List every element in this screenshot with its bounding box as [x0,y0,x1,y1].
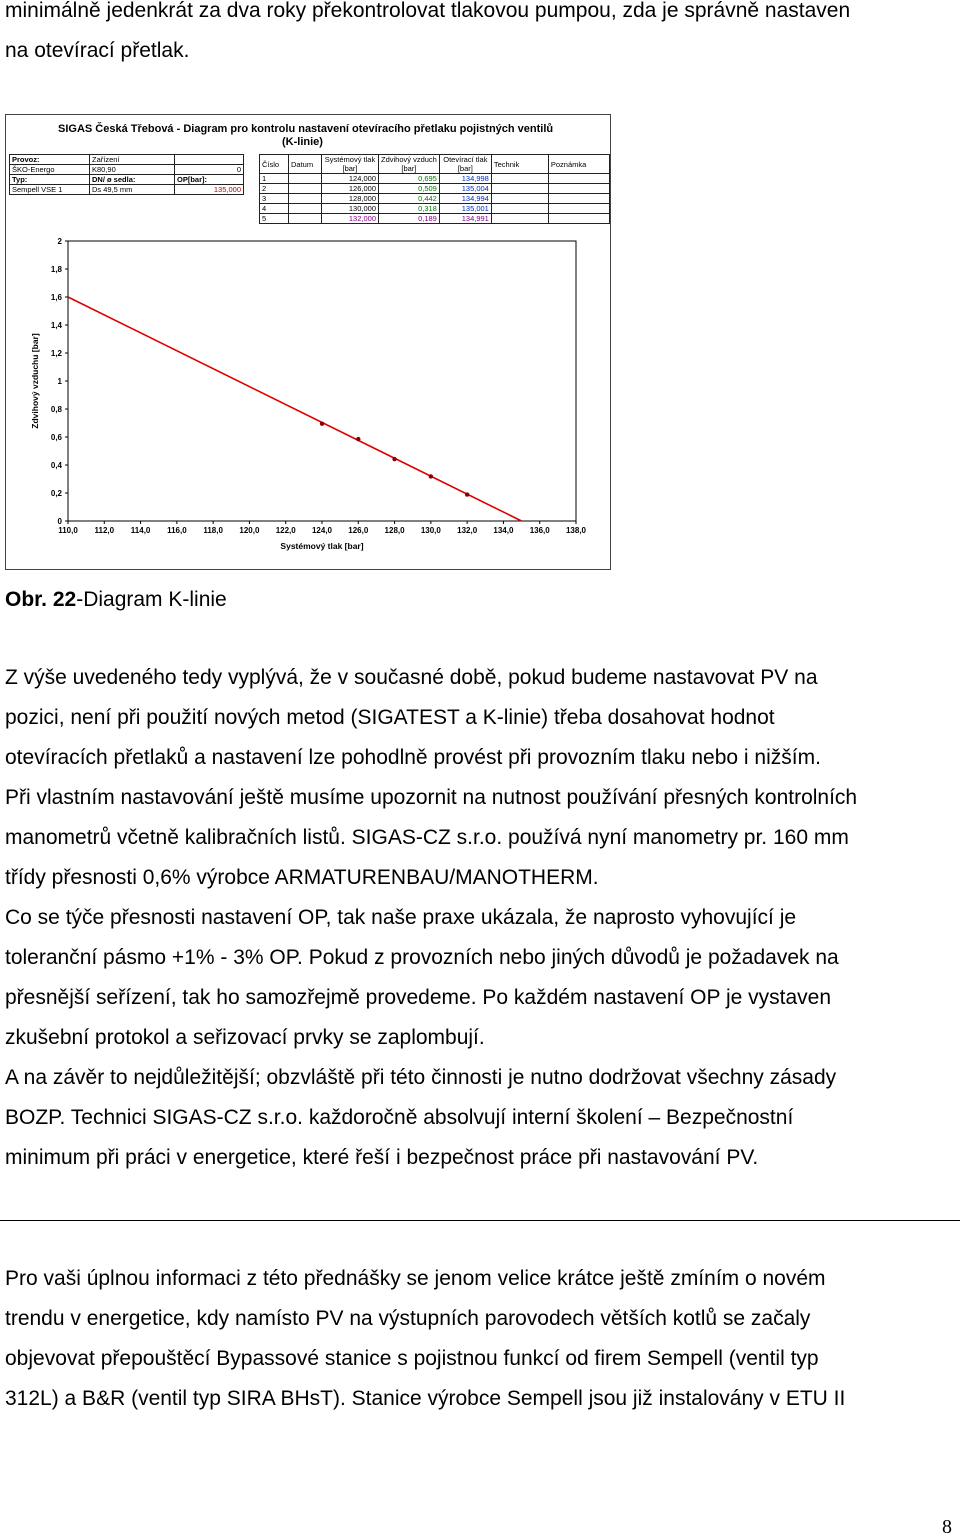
table-cell [289,174,322,184]
table-cell [548,194,609,204]
table-cell: 0,189 [379,214,440,224]
table-cell: 3 [260,194,289,204]
table-cell: 0,509 [379,184,440,194]
info-cell [175,155,244,165]
text-line: toleranční pásmo +1% - 3% OP. Pokud z provozních nebo jiných důvodů je požadavek na [5,946,839,969]
y-axis-label: Zdvihový vzduchu [bar] [30,333,40,429]
data-point [392,457,396,461]
table-cell: 128,000 [322,194,379,204]
y-tick-label: 1,6 [50,293,62,302]
table-cell [491,194,548,204]
plot-area [68,241,576,521]
divider [0,1220,960,1221]
x-tick-label: 112,0 [94,526,115,535]
x-tick-label: 134,0 [493,526,514,535]
header-cell: Systémový tlak [bar] [322,155,379,174]
k-line-series [68,297,522,521]
header-cell: Datum [289,155,322,174]
measurement-table [259,154,610,224]
info-cell: Ds 49,5 mm [90,185,175,195]
data-point [465,492,469,496]
table-cell: 134,998 [439,174,491,184]
y-tick-label: 0 [57,517,62,526]
text-line: přesnější seřízení, tak ho samozřejmě provedeme. Po každém nastavení OP je vystaven [5,986,832,1009]
x-tick-label: 116,0 [167,526,187,535]
x-tick-label: 122,0 [275,526,296,535]
table-cell: 2 [260,184,289,194]
text-line: třídy přesnosti 0,6% výrobce ARMATURENBAU/MANOTHERM. [5,866,599,889]
table-cell [491,184,548,194]
header-cell: Číslo [260,155,289,174]
x-tick-label: 130,0 [420,526,441,535]
text-line: pozici, není při použití nových metod (SIGATEST a K-linie) třeba dosahovat hodnot [5,706,775,729]
table-cell [289,204,322,214]
text-line: 312L) a B&R (ventil typ SIRA BHsT). Stanice výrobce Sempell jsou již instalovány v ETU II [5,1387,846,1410]
figure-subtitle: (K-linie) [282,136,323,148]
info-cell: Sempell VSE 1 [10,185,90,195]
table-cell [289,214,322,224]
info-cell: K80,90 [90,165,175,175]
k-line-chart [16,233,600,557]
x-tick-label: 126,0 [348,526,369,535]
table-cell: 132,000 [322,214,379,224]
data-point [356,437,360,441]
table-cell [289,184,322,194]
caption-text: -Diagram K-linie [76,588,227,611]
table-row [260,174,610,184]
y-tick-label: 2 [57,237,62,246]
table-cell [491,174,548,184]
text-line: minimum při práci v energetice, které řeší i bezpečnost práce při nastavování PV. [5,1146,759,1169]
table-cell: 0,442 [379,194,440,204]
y-tick-label: 0,2 [50,489,62,498]
y-tick-label: 0,8 [50,405,62,414]
table-cell [491,214,548,224]
x-tick-label: 138,0 [565,526,587,535]
data-point [320,422,324,426]
info-cell: 0 [175,165,244,175]
table-cell: 0,695 [379,174,440,184]
x-axis-label: Systémový tlak [bar] [280,541,364,551]
info-cell: OP[bar]: [175,175,244,185]
text-line: minimálně jedenkrát za dva roky překontrolovat tlakovou pumpou, zda je správně nastaven [5,0,851,22]
table-cell [548,184,609,194]
info-cell: DN/ ø sedla: [90,175,175,185]
body-paragraph-1 [5,658,950,1178]
table-cell: 1 [260,174,289,184]
data-point [429,474,433,478]
table-cell: 135,001 [439,204,491,214]
table-cell [548,204,609,214]
text-line: Pro vaši úplnou informaci z této přednášky se jenom velice krátce ještě zmíním o novém [5,1267,826,1290]
header-cell: Technik [491,155,548,174]
page-number: 8 [942,1516,952,1538]
x-tick-label: 118,0 [203,526,223,535]
text-line: A na závěr to nejdůležitější; obzvláště při této činnosti je nutno dodržovat všechny zásady [5,1066,837,1089]
table-header-row [260,155,610,174]
y-tick-label: 1 [57,377,62,386]
table-row [260,204,610,214]
info-cell: 135,000 [175,185,244,195]
x-tick-label: 110,0 [58,526,78,535]
table-cell: 135,004 [439,184,491,194]
table-cell [548,174,609,184]
table-row [260,214,610,224]
text-line: manometrů včetně kalibračních listů. SIGAS-CZ s.r.o. používá nyní manometry pr. 160 mm [5,826,849,849]
y-tick-label: 1,2 [50,349,62,358]
figure-caption [5,580,227,620]
x-tick-label: 132,0 [457,526,478,535]
header-cell: Zdvihový vzduch [bar] [379,155,440,174]
info-cell: ŠKO-Energo [10,165,90,175]
table-cell: 4 [260,204,289,214]
info-cell: Provoz: [10,155,90,165]
text-line: BOZP. Technici SIGAS-CZ s.r.o. každoročně absolvují interní školení – Bezpečnostní [5,1106,794,1129]
k-line-diagram-figure [5,114,611,570]
text-line: Co se týče přesnosti nastavení OP, tak naše praxe ukázala, že naprosto vyhovující je [5,906,797,929]
table-cell [289,194,322,204]
table-cell: 5 [260,214,289,224]
text-line: objevovat přepouštěcí Bypassové stanice s pojistnou funkcí od firem Sempell (ventil typ [5,1347,819,1370]
table-row [260,184,610,194]
text-line: Při vlastním nastavování ještě musíme upozornit na nutnost používání přesných kontrolních [5,786,858,809]
table-cell [491,204,548,214]
table-cell: 134,991 [439,214,491,224]
device-info-table [9,154,244,195]
y-tick-label: 1,4 [50,321,62,330]
table-cell: 130,000 [322,204,379,214]
text-line: otevíracích přetlaků a nastavení lze pohodlně provést při provozním tlaku nebo i nižším. [5,746,821,769]
x-tick-label: 136,0 [529,526,550,535]
table-cell [548,214,609,224]
text-line: zkušební protokol a seřizovací prvky se zaplombují. [5,1026,485,1049]
caption-label: Obr. 22 [5,588,77,611]
text-line: Z výše uvedeného tedy vyplývá, že v současné době, pokud budeme nastavovat PV na [5,666,818,689]
header-cell: Poznámka [548,155,609,174]
x-tick-label: 124,0 [311,526,333,535]
info-cell: Zařízení [90,155,175,165]
y-tick-label: 1,8 [50,265,62,274]
text-line: trendu v energetice, kdy namísto PV na výstupních parovodech větších kotlů se začaly [5,1307,811,1330]
text-line: na otevírací přetlak. [5,39,190,62]
x-tick-label: 114,0 [130,526,151,535]
info-cell: Typ: [10,175,90,185]
header-cell: Otevírací tlak [bar] [439,155,491,174]
table-cell: 126,000 [322,184,379,194]
top-text [5,0,950,71]
table-cell: 134,994 [439,194,491,204]
table-cell: 0,318 [379,204,440,214]
y-tick-label: 0,4 [50,461,62,470]
figure-title: SIGAS Česká Třebová - Diagram pro kontrolu nastavení otevíracího přetlaku pojistných ventilů [58,123,554,135]
body-paragraph-2 [5,1259,950,1419]
y-tick-label: 0,6 [50,433,62,442]
x-tick-label: 120,0 [239,526,260,535]
x-tick-label: 128,0 [384,526,405,535]
table-row [260,194,610,204]
table-cell: 124,000 [322,174,379,184]
